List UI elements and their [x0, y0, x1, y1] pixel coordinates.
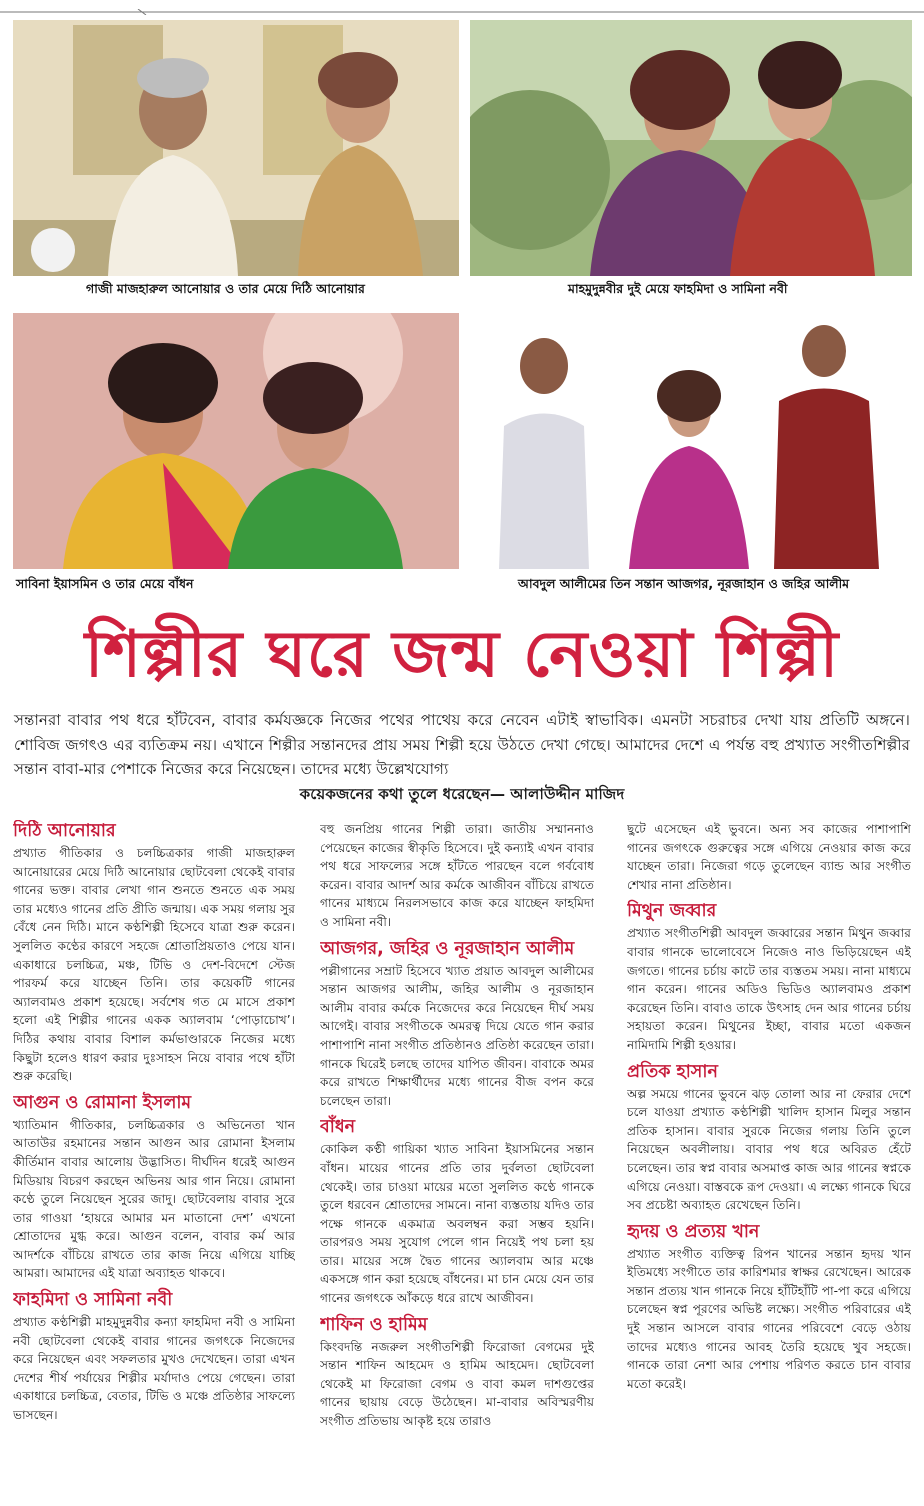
para-shafin-hamim-cont: ছুটে এসেছেন এই ভুবনে। অন্য সব কাজের পাশাপাশি গানের জগৎকে গুরুত্বের সঙ্গে এগিয়ে নেওয়ার কাজ করে যাচ্ছেন তারা। নিজেরা গড়ে তুলেছেন ব্যান্ড আর সংগীত শেখার নানা প্রতিষ্ঠান।: [627, 822, 911, 892]
para-agun-romana: খ্যাতিমান গীতিকার, চলচ্চিত্রকার ও অভিনেতা খান আতাউর রহমানের সন্তান আগুন আর রোমানা ইসলাম কীর্তিমান বাবার আলোয় উদ্ভাসিত। দীর্ঘদিন ধরেই আগুন মিডিয়ায় বিচরণ করছেন অভিনয় আর গান নিয়ে। রোমানা কণ্ঠে তুলে নিয়েছেন সুরের জাদু। ছোটবেলায় বাবার সুরে তার গাওয়া ‘হায়রে আমার মন মাতানো দেশ’ এখনো শ্রোতাদের মুগ্ধ করে। আগুন বলেন, বাবার কর্ম আর আদর্শকে বাঁচিয়ে রাখতে তার কাজ নিয়ে এগিয়ে যাচ্ছি আমরা। আমাদের এই যাত্রা অব্যাহত থাকবে।: [13, 1117, 295, 1281]
headline: শিল্পীর ঘরে জন্ম নেওয়া শিল্পী: [84, 618, 840, 692]
column-3: [627, 820, 911, 1502]
photo-gazi-and-dithi: [13, 20, 459, 276]
intro-text: সন্তানরা বাবার পথ ধরে হাঁটবেন, বাবার কর্মযজ্ঞকে নিজের পথের পাথেয় করে নেবেন এটাই স্বাভাবিক। এমনটা সচরাচর দেখা যায় প্রতিটি অঙ্গনে। শোবিজ জগৎও এর ব্যতিক্রম নয়। এখানে শিল্পীর সন্তানদের প্রায় সময় শিল্পী হয়ে উঠতে দেখা গেছে। আমাদের দেশে এ পর্যন্ত বহু প্রখ্যাত সংগীতশিল্পীর সন্তান বাবা-মার পেশাকে নিজের করে নিয়েছেন। তাদের মধ্যে উল্লেখযোগ্য: [14, 711, 910, 778]
para-alim: পল্লীগানের সম্রাট হিসেবে খ্যাত প্রয়াত আবদুল আলীমের সন্তান আজগর আলীম, জহির আলীম ও নূরজাহান আলীম বাবার কর্মকে নিজেদের করে নিয়েছেন দীর্ঘ সময় আগেই। বাবার সংগীতকে অমরত্ব দিয়ে যেতে গান করার পাশাপাশি নানা সংগীত প্রতিষ্ঠানও প্রতিষ্ঠা করেছেন তারা। গানকে ঘিরেই চলছে তাদের যাপিত জীবন। বাবাকে অমর করে রাখতে শিক্ষার্থীদের মধ্যে গানের বীজ বপন করে চলেছেন তারা।: [320, 963, 594, 1108]
subhead-badhon: বাঁধন: [320, 1117, 356, 1138]
para-protik: অল্প সময়ে গানের ভুবনে ঝড় তোলা আর না ফেরার দেশে চলে যাওয়া প্রখ্যাত কণ্ঠশিল্পী খালিদ হাসান মিলুর সন্তান প্রতিক হাসান। বাবার সুরকে নিজের গলায় তিনি তুলে নিয়েছেন অবলীলায়। বাবার পথ ধরে অবিরত হেঁটে চলেছেন। তার স্বপ্ন বাবার অসমাপ্ত কাজ আর গানের স্বপ্নকে এগিয়ে নেওয়া। বাস্তবকে রূপ দেওয়া। এ লক্ষ্যে গানকে ঘিরে সব প্রচেষ্টা অব্যাহত রেখেছেন তিনি।: [627, 1086, 911, 1213]
para-dithi: প্রখ্যাত গীতিকার ও চলচ্চিত্রকার গাজী মাজহারুল আনোয়ারের মেয়ে দিঠি আনোয়ার ছোটবেলা থেকেই বাবার গানের ভক্ত। বাবার লেখা গান শুনতে শুনতে এক সময় তার মধ্যেও গানের প্রতি প্রীতি জন্মায়। এক সময় গলায় সুর বেঁধে নেন দিঠি। মানে কণ্ঠশিল্পী হিসেবে যাত্রা শুরু করেন। সুললিত কণ্ঠের কারণে সহজে শ্রোতাপ্রিয়তাও পেয়ে যান। একাধারে চলচ্চিত্র, মঞ্চ, টিভি ও দেশ-বিদেশে স্টেজ পারফর্ম করে যাচ্ছেন তিনি। তার কয়েকটি গানের অ্যালবামও প্রকাশ হয়েছে। সর্বশেষ গত মে মাসে প্রকাশ হলো এই শিল্পীর গানের একক অ্যালবাম ‘পোড়াচোখ’। দিঠির কথায় বাবার বিশাল কর্মভাণ্ডারকে নিজের মধ্যে কিছুটা হলেও ধারণ করার দুঃসাহস নিয়ে বাবার পথে হাঁটা শুরু করেছি।: [13, 846, 295, 1084]
subhead-hridoy-protoy: হৃদয় ও প্রত্যয় খান: [627, 1221, 760, 1242]
column-1: [13, 820, 295, 1502]
caption-photo-1: গাজী মাজহারুল আনোয়ার ও তার মেয়ে দিঠি আনোয়ার: [86, 281, 365, 296]
para-hridoy-protoy: প্রখ্যাত সংগীত ব্যক্তিত্ব রিপন খানের সন্তান হৃদয় খান ইতিমধ্যে সংগীতে তার কারিশমার স্বাক্ষর রেখেছেন। আরেক সন্তান প্রত্যয় খান গানকে নিয়ে হাঁটিহাঁটি পা-পা করে এগিয়ে চলেছেন স্বপ্ন পূরণের অভিষ্ট লক্ষ্যে। সংগীত পরিবারের এই দুই সন্তান আসলে বাবার গানের পরিবেশে বেড়ে ওঠায় তাদের মধ্যেও গানের আবহ তৈরি হয়েছে খুব সহজে। গানকে তারা নেশা আর পেশায় পরিণত করতে চান বাবার মতো করেই।: [627, 1246, 911, 1391]
caption-photo-4: আবদুল আলীমের তিন সন্তান আজগর, নূরজাহান ও জহির আলীম: [518, 576, 850, 591]
subhead-protik: প্রতিক হাসান: [627, 1061, 718, 1082]
subhead-dithi: দিঠি আনোয়ার: [13, 821, 116, 841]
caption-photo-3: সাবিনা ইয়াসমিন ও তার মেয়ে বাঁধন: [16, 576, 194, 591]
photo-fahmida-and-samina: [470, 20, 912, 276]
para-badhon: কোকিল কণ্ঠী গায়িকা খ্যাত সাবিনা ইয়াসমিনের সন্তান বাঁধন। মায়ের গানের প্রতি তার দুর্বলতা ছোটবেলা থেকেই। তার চাওয়া মায়ের মতো সুললিত কণ্ঠে গানকে তুলে ধরবেন শ্রোতাদের সামনে। নানা ব্যস্ততায় যদিও তার পক্ষে গানকে একমাত্র অবলম্বন করা সম্ভব হয়নি। তারপরও সময় সুযোগ পেলে গান নিয়েই পথ চলা হয় তার। মায়ের সঙ্গে দ্বৈত গানের অ্যালবাম আর মঞ্চে একসঙ্গে গান করা হয়েছে বাঁধনের। মা চান মেয়ে যেন তার গানের জগৎকে আঁকড়ে ধরে রাখে আজীবন।: [320, 1142, 594, 1306]
photo-alim-siblings: [489, 316, 912, 569]
subhead-fahmida-samina: ফাহমিদা ও সামিনা নবী: [13, 1290, 173, 1311]
subhead-alim: আজগর, জহির ও নূরজাহান আলীম: [320, 938, 575, 959]
subhead-agun-romana: আগুন ও রোমানা ইসলাম: [13, 1092, 192, 1113]
para-fahmida-samina: প্রখ্যাত কণ্ঠশিল্পী মাহমুদুন্নবীর কন্যা ফাহমিদা নবী ও সামিনা নবী ছোটবেলা থেকেই বাবার গানের জগৎকে নিজেদের করে নিয়েছেন এবং সফলতার মুখও দেখেছেন। তারা এখন দেশের শীর্ষ পর্যায়ের শিল্পীর মর্যাদাও পেয়ে গেছেন। তারা একাধারে চলচ্চিত্র, বেতার, টিভি ও মঞ্চে প্রতিষ্ঠার সাফল্যে ভাসছেন।: [13, 1315, 295, 1423]
column-2: [320, 820, 594, 1502]
subhead-shafin-hamim: শাফিন ও হামিম: [320, 1314, 428, 1335]
top-border: [0, 0, 924, 6]
caption-photo-2: মাহমুদুন্নবীর দুই মেয়ে ফাহমিদা ও সামিনা নবী: [568, 281, 788, 296]
para-shafin-hamim: কিংবদন্তি নজরুল সংগীতশিল্পী ফিরোজা বেগমের দুই সন্তান শাফিন আহমেদ ও হামিম আহমেদ। ছোটবেলা থেকেই মা ফিরোজা বেগম ও বাবা কমল দাশগুপ্তের গানের ছায়ায় বেড়ে উঠেছেন। মা-বাবার অবিস্মরণীয় সংগীত প্রতিভায় আকৃষ্ট হয়ে তারাও: [320, 1339, 594, 1429]
byline: কয়েকজনের কথা তুলে ধরেছেন— আলাউদ্দীন মাজিদ: [299, 784, 625, 803]
para-mithun: প্রখ্যাত সংগীতশিল্পী আবদুল জব্বারের সন্তান মিথুন জব্বার বাবার গানকে ভালোবেসে নিজেও নাও ভিড়িয়েছেন এই জগতে। গানের চর্চায় কাটে তার ব্যস্ততম সময়। নানা মাধ্যমে গান করেন। গানের অডিও ভিডিও অ্যালবামও প্রকাশ করেছেন তিনি। বাবাও তাকে উৎসাহ দেন আর গানের চর্চায় সহায়তা করেন। মিথুনের ইচ্ছা, বাবার মতো একজন নামিদামি শিল্পী হওয়ার।: [627, 926, 911, 1052]
para-fahmida-samina-cont: বহু জনপ্রিয় গানের শিল্পী তারা। জাতীয় সম্মাননাও পেয়েছেন কাজের স্বীকৃতি হিসেবে। দুই কন্যাই এখন বাবার পথ ধরে সাফল্যের সঙ্গে হাঁটতে পারছেন বলে গর্ববোধ করেন। বাবার আদর্শ আর কর্মকে আজীবন বাঁচিয়ে রাখতে গানের মাধ্যমে নিরলসভাবে কাজ করে যাচ্ছেন ফাহমিদা ও সামিনা নবী।: [320, 822, 594, 929]
subhead-mithun: মিথুন জব্বার: [627, 901, 717, 922]
photo-sabina-and-badhon: [13, 313, 459, 569]
intro-paragraph: [14, 708, 910, 806]
